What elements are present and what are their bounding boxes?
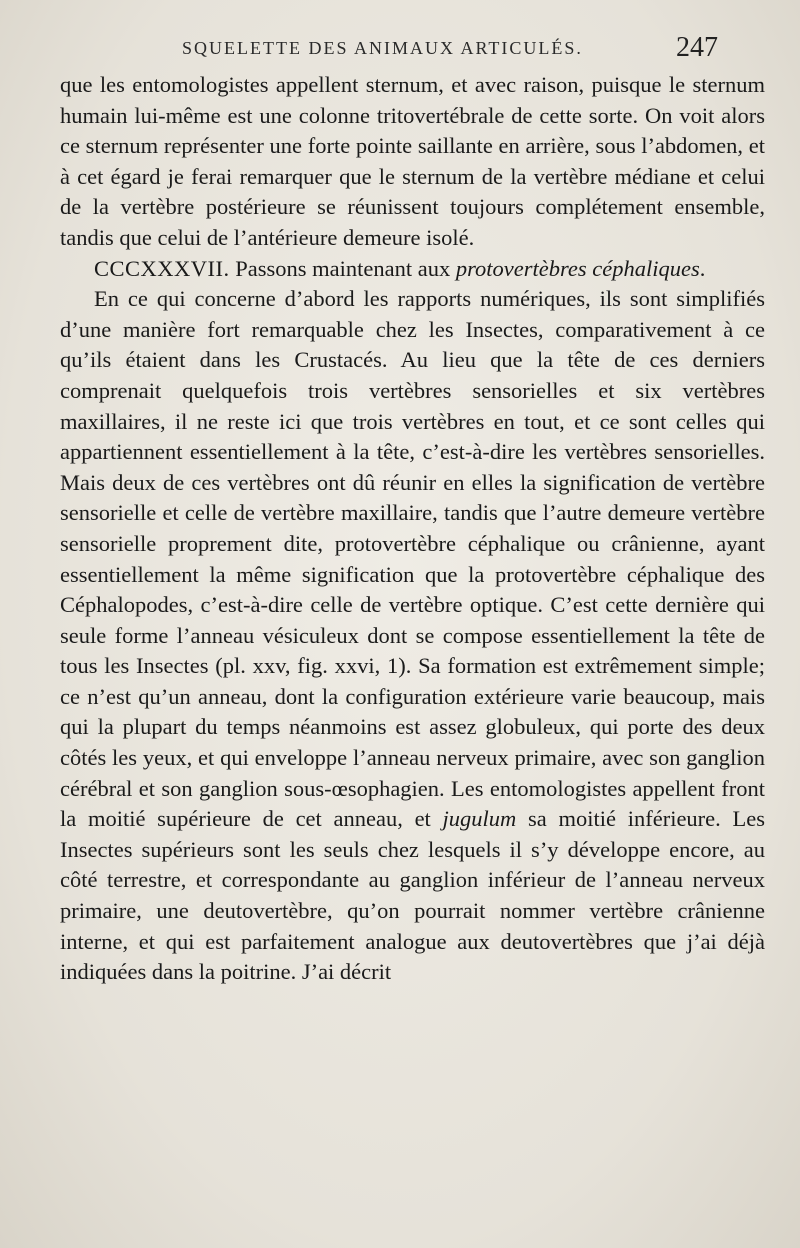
jugulum-term: jugulum xyxy=(442,806,517,832)
paragraph-text-part2: sa moitié inférieure. Les Insectes supérieurs sont les seuls chez lesquels il s’y développe encore, au côté terrestre, et correspondante au ganglion inférieur de l’anneau nerveux primaire, une deutovertèbre, qu’on pourrait nommer vertèbre crânienne interne, et qui est parfaitement analogue aux deutovertèbres que j’ai déjà indiquées dans la poitrine. J’ai décrit xyxy=(60,806,765,985)
section-term: protovertèbres céphaliques xyxy=(455,255,700,281)
paragraph-cephalic-vertebrae xyxy=(60,284,765,988)
body-text xyxy=(60,70,765,988)
running-title: SQUELETTE DES ANIMAUX ARTICULÉS. xyxy=(182,38,583,58)
section-number: CCCXXXVII. xyxy=(94,255,230,281)
page-number: 247 xyxy=(676,32,718,63)
paragraph-sternum: que les entomologistes appellent sternum, et avec raison, puisque le sternum humain lui-même est une colonne tritovertébrale de cette sorte. On voit alors ce sternum représenter une forte pointe saillante en arrière, sous l’abdomen, et à cet égard je ferai remarquer que le sternum de la vertèbre médiane et celui de la vertèbre postérieure se réunissent toujours complétement ensemble, tandis que celui de l’antérieure demeure isolé. xyxy=(60,72,765,250)
section-lead: Passons maintenant aux xyxy=(229,255,456,281)
section-end: . xyxy=(699,255,706,281)
page-header xyxy=(0,34,800,64)
paragraph-text-part1: En ce qui concerne d’abord les rapports numériques, ils sont simplifiés d’une manière fort remarquable chez les Insectes, comparativement à ce qu’ils étaient dans les Crustacés. Au lieu que la tête de ces derniers comprenait quelquefois trois vertèbres sensorielles et six vertèbres maxillaires, il ne reste ici que trois vertèbres en tout, et ce sont celles qui appartiennent essentiellement à la tête, c’est-à-dire les vertèbres sensorielles. Mais deux de ces vertèbres ont dû réunir en elles la signification de vertèbre sensorielle et celle de vertèbre maxillaire, tandis que l’autre demeure vertèbre sensorielle proprement dite, protovertèbre céphalique ou crânienne, ayant essentiellement la même signification que la protovertèbre céphalique des Céphalopodes, c’est-à-dire celle de vertèbre optique. C’est cette dernière qui seule forme l’anneau vésiculeux dont se compose essentiellement la tête de tous les Insectes (pl. xxv, fig. xxvi, 1). Sa formation est extrêmement simple; ce n’est qu’un anneau, dont la configuration extérieure varie beaucoup, mais qui la plupart du temps néanmoins est assez globuleux, qui porte des deux côtés les yeux, et qui enveloppe l’anneau nerveux primaire, avec son ganglion cérébral et son ganglion sous-œsophagien. Les entomologistes appellent front la moitié supérieure de cet anneau, et xyxy=(60,286,765,832)
paragraph-section-heading xyxy=(60,254,765,285)
